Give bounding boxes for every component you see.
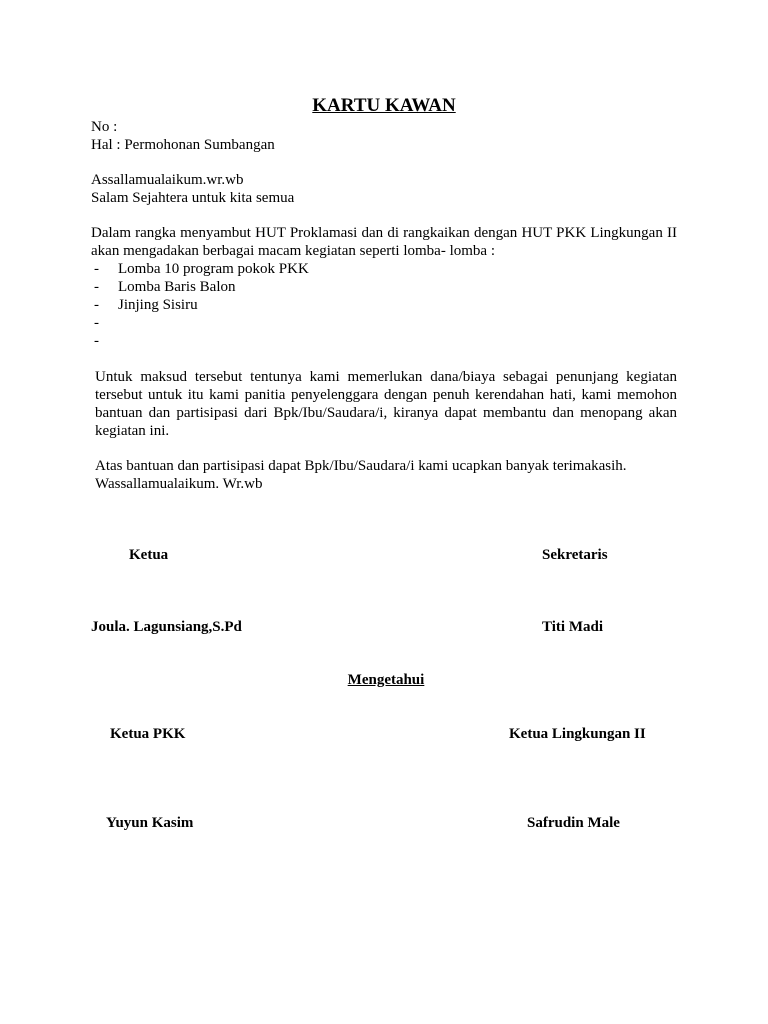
- greeting-sejahtera: Salam Sejahtera untuk kita semua: [91, 190, 295, 206]
- secretary-name: Titi Madi: [542, 619, 603, 635]
- pkk-chair-title: Ketua PKK: [110, 726, 186, 742]
- list-item-text: Lomba Baris Balon: [118, 279, 236, 295]
- list-item-text: Jinjing Sisiru: [118, 297, 198, 313]
- request-paragraph: Untuk maksud tersebut tentunya kami memerlukan dana/biaya sebagai penunjang kegiatan tersebut untuk itu kami panitia penyelenggara dengan penuh kerendahan hati, kami memohon bantuan dan partisipasi dari Bpk/Ibu/Saudara/i, kiranya dapat membantu dan menopang akan kegiatan ini.: [95, 369, 677, 439]
- district-chair-title: Ketua Lingkungan II: [509, 726, 646, 742]
- chair-name: Joula. Lagunsiang,S.Pd: [91, 619, 242, 635]
- number-line: No :: [91, 119, 118, 135]
- list-dash: -: [94, 297, 99, 313]
- list-dash: -: [94, 261, 99, 277]
- list-item-text: Lomba 10 program pokok PKK: [118, 261, 309, 277]
- pkk-chair-name: Yuyun Kasim: [106, 815, 194, 831]
- secretary-title: Sekretaris: [542, 547, 608, 563]
- subject-line: Hal : Permohonan Sumbangan: [91, 137, 275, 153]
- list-dash: -: [94, 315, 99, 331]
- document-title: KARTU KAWAN: [312, 95, 456, 116]
- closing-line: Wassallamualaikum. Wr.wb: [95, 476, 263, 492]
- thanks-line: Atas bantuan dan partisipasi dapat Bpk/Ibu/Saudara/i kami ucapkan banyak terimakasih.: [95, 458, 627, 474]
- list-dash: -: [94, 279, 99, 295]
- list-dash: -: [94, 333, 99, 349]
- district-chair-name: Safrudin Male: [527, 815, 620, 831]
- greeting-salam: Assallamualaikum.wr.wb: [91, 172, 244, 188]
- chair-title: Ketua: [129, 547, 169, 563]
- acknowledged-label: Mengetahui: [347, 672, 425, 688]
- intro-paragraph: Dalam rangka menyambut HUT Proklamasi dan di rangkaikan dengan HUT PKK Lingkungan II akan mengadakan berbagai macam kegiatan seperti lomba- lomba :: [91, 225, 677, 259]
